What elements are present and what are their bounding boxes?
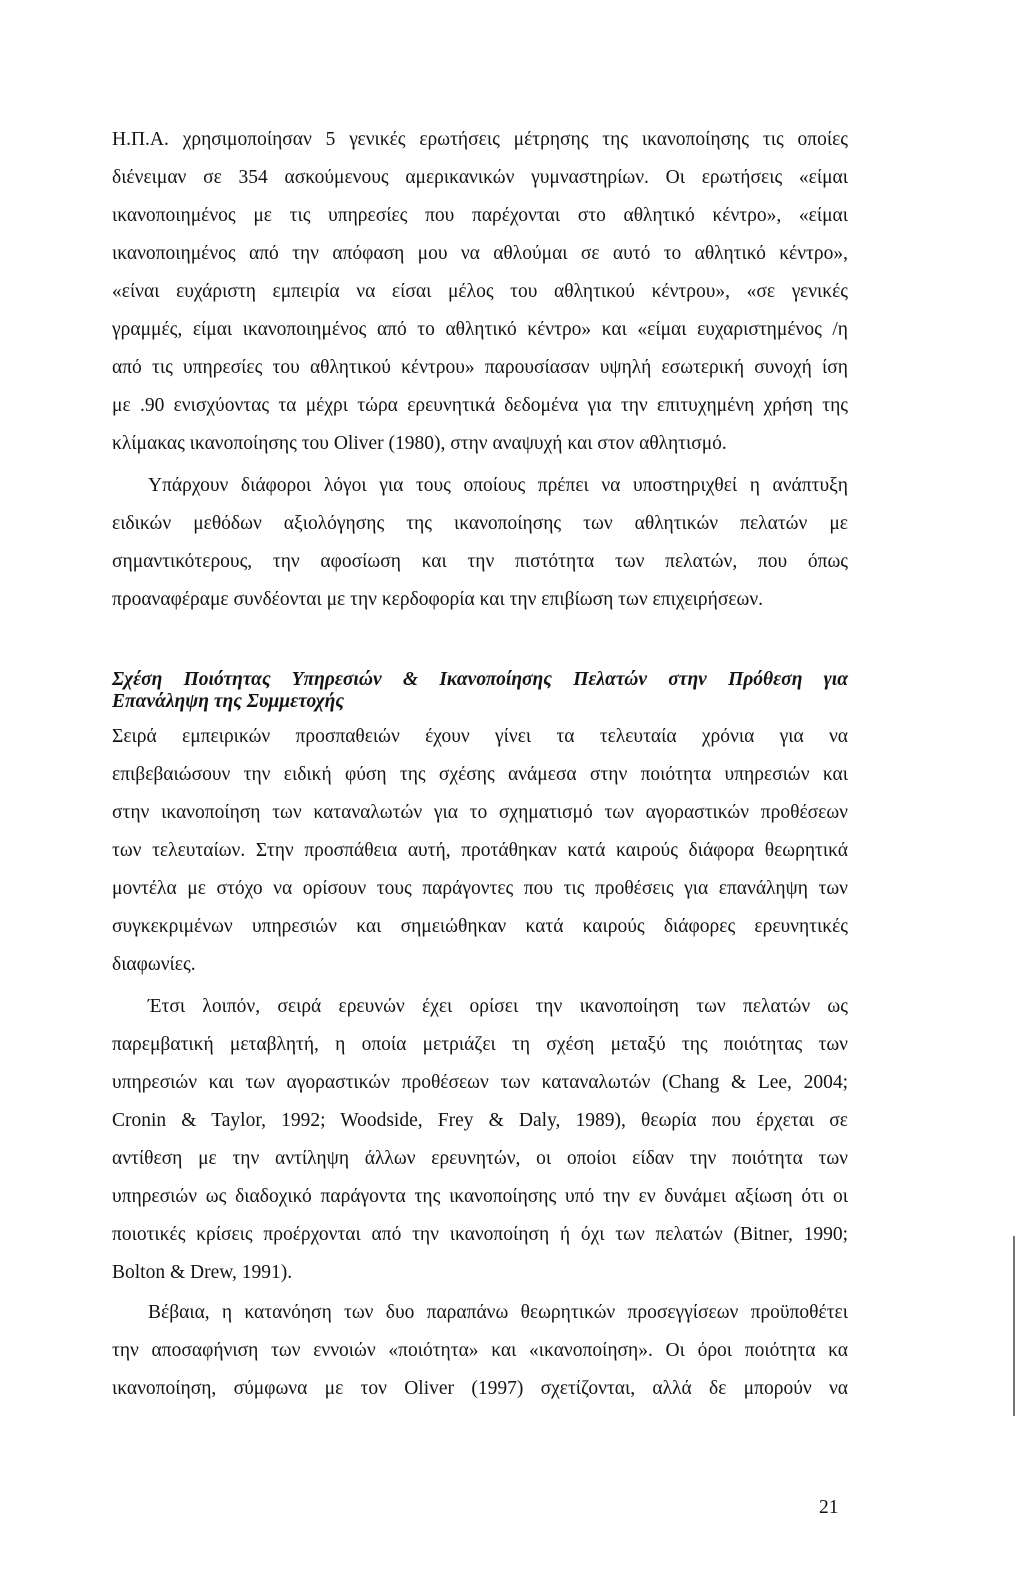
text-line: ειδικών μεθόδων αξιολόγησης της ικανοποίησης των αθλητικών πελατών με xyxy=(112,513,848,534)
text-line: υπηρεσιών και των αγοραστικών προθέσεων των καταναλωτών (Chang & Lee, 2004; xyxy=(112,1072,848,1093)
scan-edge-line xyxy=(1013,1236,1015,1416)
text-line: Bolton & Drew, 1991). xyxy=(112,1262,293,1283)
text-line: στην ικανοποίηση των καταναλωτών για το σχηματισμό των αγοραστικών προθέσεων xyxy=(112,802,848,823)
section-heading xyxy=(112,669,848,713)
paragraph xyxy=(112,467,848,619)
text-line: ικανοποιημένος από την απόφαση μου να αθλούμαι σε αυτό το αθλητικό κέντρο», xyxy=(112,243,848,264)
text-line: αντίθεση με την αντίληψη άλλων ερευνητών, οι οποίοι είδαν την ποιότητα των xyxy=(112,1148,848,1169)
text-line: Σειρά εμπειρικών προσπαθειών έχουν γίνει τα τελευταία χρόνια για να xyxy=(112,726,848,747)
text-line: συγκεκριμένων υπηρεσιών και σημειώθηκαν κατά καιρούς διάφορες ερευνητικές xyxy=(112,916,848,937)
text-line: Έτσι λοιπόν, σειρά ερευνών έχει ορίσει την ικανοποίηση των πελατών ως xyxy=(148,996,848,1017)
text-line: κλίμακας ικανοποίησης του Oliver (1980), στην αναψυχή και στον αθλητισμό. xyxy=(112,433,727,454)
text-line: την αποσαφήνιση των εννοιών «ποιότητα» και «ικανοποίηση». Οι όροι ποιότητα κα xyxy=(112,1340,848,1361)
text-line: από τις υπηρεσίες του αθλητικού κέντρου» παρουσίασαν υψηλή εσωτερική συνοχή ίση xyxy=(112,357,848,378)
text-line: Βέβαια, η κατανόηση των δυο παραπάνω θεωρητικών προσεγγίσεων προϋποθέτει xyxy=(148,1302,848,1323)
text-line: γραμμές, είμαι ικανοποιημένος από το αθλητικό κέντρο» και «είμαι ευχαριστημένος /η xyxy=(112,319,848,340)
paragraph xyxy=(112,121,848,463)
heading-line: Επανάληψη της Συμμετοχής xyxy=(112,691,345,712)
text-line: με .90 ενισχύοντας τα μέχρι τώρα ερευνητικά δεδομένα για την επιτυχημένη χρήση της xyxy=(112,395,848,416)
text-line: σημαντικότερους, την αφοσίωση και την πιστότητα των πελατών, που όπως xyxy=(112,551,848,572)
text-line: των τελευταίων. Στην προσπάθεια αυτή, προτάθηκαν κατά καιρούς διάφορα θεωρητικά xyxy=(112,840,848,861)
page-body xyxy=(112,121,848,1408)
text-line: Υπάρχουν διάφοροι λόγοι για τους οποίους πρέπει να υποστηριχθεί η ανάπτυξη xyxy=(148,475,848,496)
text-line: Cronin & Taylor, 1992; Woodside, Frey & Daly, 1989), θεωρία που έρχεται σε xyxy=(112,1110,848,1131)
text-line: διένειμαν σε 354 ασκούμενους αμερικανικών γυμναστηρίων. Οι ερωτήσεις «είμαι xyxy=(112,167,848,188)
page-number: 21 xyxy=(819,1497,839,1518)
text-line: ποιοτικές κρίσεις προέρχονται από την ικανοποίηση ή όχι των πελατών (Bitner, 1990; xyxy=(112,1224,848,1245)
paragraph xyxy=(112,988,848,1292)
text-line: διαφωνίες. xyxy=(112,954,196,975)
text-line: υπηρεσιών ως διαδοχικό παράγοντα της ικανοποίησης υπό την εν δυνάμει αξίωση ότι οι xyxy=(112,1186,848,1207)
text-line: ικανοποίηση, σύμφωνα με τον Oliver (1997) σχετίζονται, αλλά δε μπορούν να xyxy=(112,1378,848,1399)
paragraph xyxy=(112,718,848,984)
text-line: παρεμβατική μεταβλητή, η οποία μετριάζει τη σχέση μεταξύ της ποιότητας των xyxy=(112,1034,848,1055)
text-line: μοντέλα με στόχο να ορίσουν τους παράγοντες που τις προθέσεις για επανάληψη των xyxy=(112,878,848,899)
text-line: ικανοποιημένος με τις υπηρεσίες που παρέχονται στο αθλητικό κέντρο», «είμαι xyxy=(112,205,848,226)
text-line: Η.Π.Α. χρησιμοποίησαν 5 γενικές ερωτήσεις μέτρησης της ικανοποίησης τις οποίες xyxy=(112,129,848,150)
text-line: προαναφέραμε συνδέονται με την κερδοφορία και την επιβίωση των επιχειρήσεων. xyxy=(112,589,764,610)
text-line: επιβεβαιώσουν την ειδική φύση της σχέσης ανάμεσα στην ποιότητα υπηρεσιών και xyxy=(112,764,848,785)
heading-line: Σχέση Ποιότητας Υπηρεσιών & Ικανοποίησης Πελατών στην Πρόθεση για xyxy=(112,669,848,690)
text-line: «είναι ευχάριστη εμπειρία να είσαι μέλος του αθλητικού κέντρου», «σε γενικές xyxy=(112,281,848,302)
paragraph xyxy=(112,1294,848,1408)
